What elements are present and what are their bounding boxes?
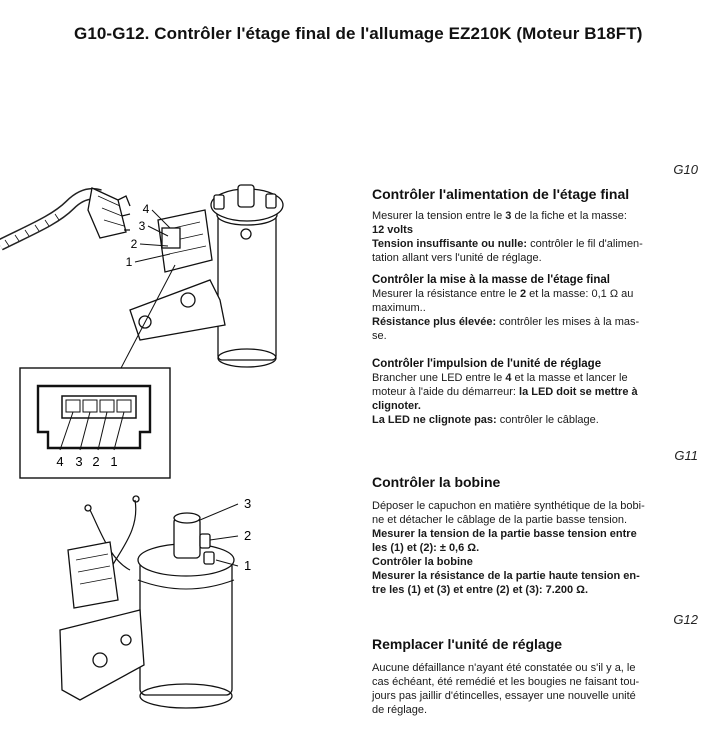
g10-p6: La LED ne clignote pas: contrôler le câblage. xyxy=(372,414,599,426)
coil-callout-2: 2 xyxy=(244,528,252,543)
g10-p1: Mesurer la tension entre le 3 de la fiche et la masse: xyxy=(372,210,627,222)
g12-p1-l2: cas échéant, été remédié et les bougies ne faisant tou- xyxy=(372,676,640,688)
pin-label-1: 1 xyxy=(110,454,118,469)
g11-p1-cont: ne et détacher le câblage de la partie basse tension. xyxy=(372,514,628,526)
g11-heading: Contrôler la bobine xyxy=(372,474,501,490)
g10-p2: Tension insuffisante ou nulle: contrôler le fil d'alimen- xyxy=(372,238,643,250)
pin-label-3: 3 xyxy=(75,454,83,469)
callout-4: 4 xyxy=(142,202,150,216)
g10-p3: Mesurer la résistance entre le 2 et la masse: 0,1 Ω au xyxy=(372,288,634,300)
g10-p4-cont: se. xyxy=(372,330,387,342)
g10-p2-cont: tation allant vers l'unité de réglage. xyxy=(372,252,542,264)
section-g12 xyxy=(372,636,697,717)
section-code-g11: G11 xyxy=(674,448,698,463)
g10-p5-line2: moteur à l'aide du démarreur: la LED doit se mettre à xyxy=(372,386,638,398)
g12-heading: Remplacer l'unité de réglage xyxy=(372,636,563,652)
coil-callout-3: 3 xyxy=(244,496,252,511)
pin-label-4: 4 xyxy=(56,454,64,469)
g11-p3: Mesurer la résistance de la partie haute tension en- xyxy=(372,570,640,582)
g11-p2: Mesurer la tension de la partie basse tension entre xyxy=(372,528,637,540)
g11-p2-cont: les (1) et (2): ± 0,6 Ω. xyxy=(372,542,480,554)
figure-ignition-coil xyxy=(40,490,270,725)
section-g11 xyxy=(372,474,697,597)
callout-2: 2 xyxy=(130,237,138,251)
g11-sub1: Contrôler la bobine xyxy=(372,556,473,568)
g10-p3-cont: maximum.. xyxy=(372,302,426,314)
g10-heading: Contrôler l'alimentation de l'étage final xyxy=(372,186,630,202)
g10-p4: Résistance plus élevée: contrôler les mises à la mas- xyxy=(372,316,640,328)
callout-1: 1 xyxy=(125,255,133,269)
g11-p3-cont: tre les (1) et (3) et entre (2) et (3): 7.200 Ω. xyxy=(372,584,589,596)
pin-label-2: 2 xyxy=(92,454,100,469)
g11-p1: Déposer le capuchon en matière synthétique de la bobi- xyxy=(372,500,645,512)
page-title: G10-G12. Contrôler l'étage final de l'allumage EZ210K (Moteur B18FT) xyxy=(74,24,643,43)
g10-sub1: Contrôler la mise à la masse de l'étage final xyxy=(372,274,610,286)
coil-callout-1: 1 xyxy=(244,558,252,573)
section-code-g10: G10 xyxy=(673,162,698,177)
figure-ignition-module xyxy=(0,150,360,480)
g10-sub2: Contrôler l'impulsion de l'unité de réglage xyxy=(372,358,602,370)
g10-value: 12 volts xyxy=(372,224,413,236)
g12-p1: Aucune défaillance n'ayant été constatée ou s'il y a, le xyxy=(372,662,636,674)
callout-3: 3 xyxy=(138,219,146,233)
section-code-g12: G12 xyxy=(673,612,698,627)
g12-p1-l3: jours pas jaillir d'étincelles, essayer une nouvelle unité xyxy=(372,690,636,702)
section-g10 xyxy=(372,186,697,427)
g12-p1-l4: de réglage. xyxy=(372,704,428,716)
g10-p5: Brancher une LED entre le 4 et la masse et lancer le xyxy=(372,372,628,384)
g10-p5-line3: clignoter. xyxy=(372,400,421,412)
